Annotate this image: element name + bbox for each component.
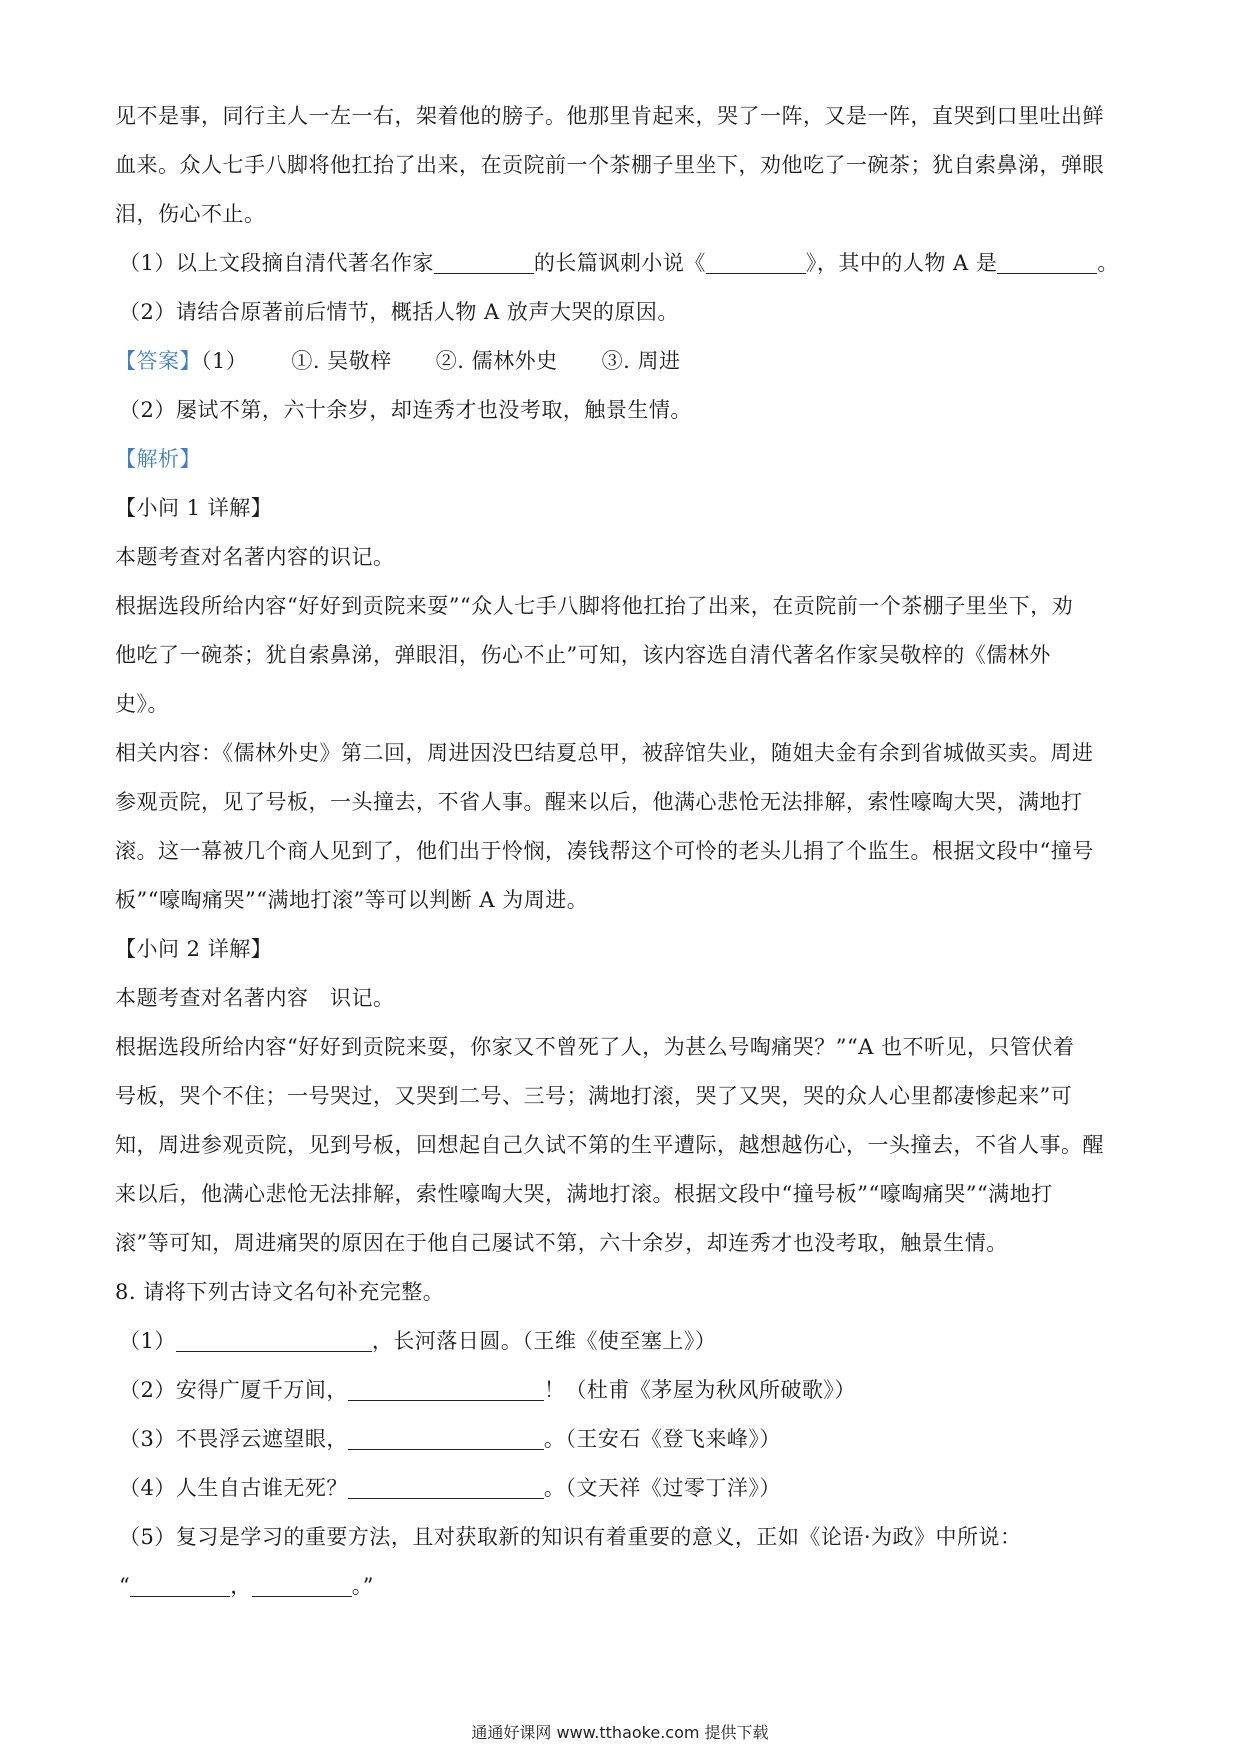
- author-blank: [434, 251, 534, 274]
- answer-item: ②. 儒林外史: [435, 349, 558, 373]
- footer-credit: 通通好课网 www.tthaoke.com 提供下载: [471, 1723, 769, 1742]
- poem-blank: [252, 1574, 352, 1597]
- question-1-text: （1）以上文段摘自清代著名作家: [119, 251, 434, 275]
- poem-item-text: （4）人生自古谁无死？: [119, 1476, 348, 1500]
- poem-item-text: ，: [230, 1574, 252, 1598]
- question-1-text: 的长篇讽刺小说《: [533, 251, 706, 275]
- analysis-line: 根据选段所给内容“好好到贡院来耍”“众人七手八脚将他扛抬了出来，在贡院前一个茶棚子里坐下，劝: [115, 594, 1074, 618]
- poem-blank: [348, 1476, 544, 1499]
- question-1-text: 》，其中的人物 A 是: [805, 251, 998, 275]
- analysis-line: 知，周进参观贡院，见到号板，回想起自己久试不第的生平遭际，越想越伤心，一头撞去，不省人事。醒: [115, 1133, 1104, 1157]
- character-blank: [997, 251, 1097, 274]
- poem-item: [115, 1464, 1125, 1513]
- passage-line: 见不是事，同行主人一左一右，架着他的膀子。他那里肯起来，哭了一阵，又是一阵，直哭到口里吐出鲜: [115, 104, 1104, 128]
- analysis-line: 滚”等可知，周进痛哭的原因在于他自己屡试不第，六十余岁，却连秀才也没考取，触景生情。: [115, 1231, 1008, 1255]
- poem-item-text: ，长河落日圆。（王维《使至塞上》）: [371, 1329, 717, 1353]
- document-page: [115, 92, 1125, 1611]
- question-1: [115, 239, 1125, 288]
- poem-item-text: 。（王安石《登飞来峰》）: [543, 1427, 781, 1451]
- novel-title-blank: [706, 251, 806, 274]
- analysis-line: 板”“嚎啕痛哭”“满地打滚”等可以判断 A 为周进。: [115, 888, 589, 912]
- analysis-line: 相关内容：《儒林外史》第二回，周进因没巴结夏总甲，被辞馆失业，随姐夫金有余到省城做买卖。周进: [115, 741, 1094, 765]
- poem-blank: [130, 1574, 230, 1597]
- passage-line: 血来。众人七手八脚将他扛抬了出来，在贡院前一个茶棚子里坐下，劝他吃了一碗茶；犹自索鼻涕，弹眼: [115, 153, 1104, 177]
- poem-item-text: （1）: [119, 1329, 176, 1353]
- sub-question-1-heading: 【小问 1 详解】: [115, 496, 273, 520]
- poem-item: [115, 1317, 1125, 1366]
- quote-mark: “: [119, 1574, 131, 1598]
- answer-item: ①. 吴敬梓: [291, 349, 392, 373]
- analysis-line: 史》。: [115, 692, 169, 716]
- poem-blank: [176, 1329, 372, 1352]
- analysis-label: 【解析】: [115, 447, 201, 471]
- poem-item-5: （5）复习是学习的重要方法，且对获取新的知识有着重要的意义，正如《论语·为政》中所说：: [119, 1525, 1022, 1549]
- answer-label: 【答案】: [115, 349, 201, 373]
- answer-line-2: （2）屡试不第，六十余岁，却连秀才也没考取，触景生情。: [119, 398, 692, 422]
- analysis-line: 来以后，他满心悲怆无法排解，索性嚎啕大哭，满地打滚。根据文段中“撞号板”“嚎啕痛哭”“满地打: [115, 1182, 1053, 1206]
- analysis-line: 参观贡院，见了号板，一头撞去，不省人事。醒来以后，他满心悲怆无法排解，索性嚎啕大哭，满地打: [115, 790, 1083, 814]
- poem-item-text: 。（文天祥《过零丁洋》）: [543, 1476, 781, 1500]
- analysis-line: 他吃了一碗茶；犹自索鼻涕，弹眼泪，伤心不止”可知，该内容选自清代著名作家吴敬梓的《儒林外: [115, 643, 1051, 667]
- sub-question-2-heading: 【小问 2 详解】: [115, 937, 273, 961]
- poem-item: [115, 1366, 1125, 1415]
- poem-item-text: ！（杜甫《茅屋为秋风所破歌》）: [543, 1378, 856, 1402]
- analysis-line: 本题考查对名著内容的识记。: [115, 545, 395, 569]
- poem-item: [115, 1415, 1125, 1464]
- poem-item-text: （3）不畏浮云遮望眼，: [119, 1427, 348, 1451]
- poem-item-text: （2）安得广厦千万间，: [119, 1378, 348, 1402]
- poem-item-5-blanks: [115, 1562, 1125, 1611]
- question-2: （2）请结合原著前后情节，概括人物 A 放声大哭的原因。: [119, 300, 679, 324]
- poem-blank: [348, 1427, 544, 1450]
- quote-mark: 。”: [351, 1574, 374, 1598]
- answer-item: ③. 周进: [601, 349, 681, 373]
- answer-prefix: （1）: [201, 349, 248, 373]
- analysis-line: 滚。这一幕被几个商人见到了，他们出于怜悯，凑钱帮这个可怜的老头儿捐了个监生。根据文段中“撞号: [115, 839, 1094, 863]
- question-1-text: 。: [1097, 251, 1119, 275]
- answer-block: [115, 337, 1125, 386]
- analysis-line: 号板，哭个不住；一号哭过，又哭到二号、三号；满地打滚，哭了又哭，哭的众人心里都凄惨起来”可: [115, 1084, 1073, 1108]
- passage-line: 泪，伤心不止。: [115, 202, 266, 226]
- analysis-line: 本题考查对名著内容 识记。: [115, 986, 395, 1010]
- analysis-line: 根据选段所给内容“好好到贡院来耍，你家又不曾死了人，为甚么号啕痛哭？”“A 也不听见，只管伏着: [115, 1035, 1075, 1059]
- poem-blank: [348, 1378, 544, 1401]
- question-8-title: 8. 请将下列古诗文名句补充完整。: [115, 1280, 445, 1304]
